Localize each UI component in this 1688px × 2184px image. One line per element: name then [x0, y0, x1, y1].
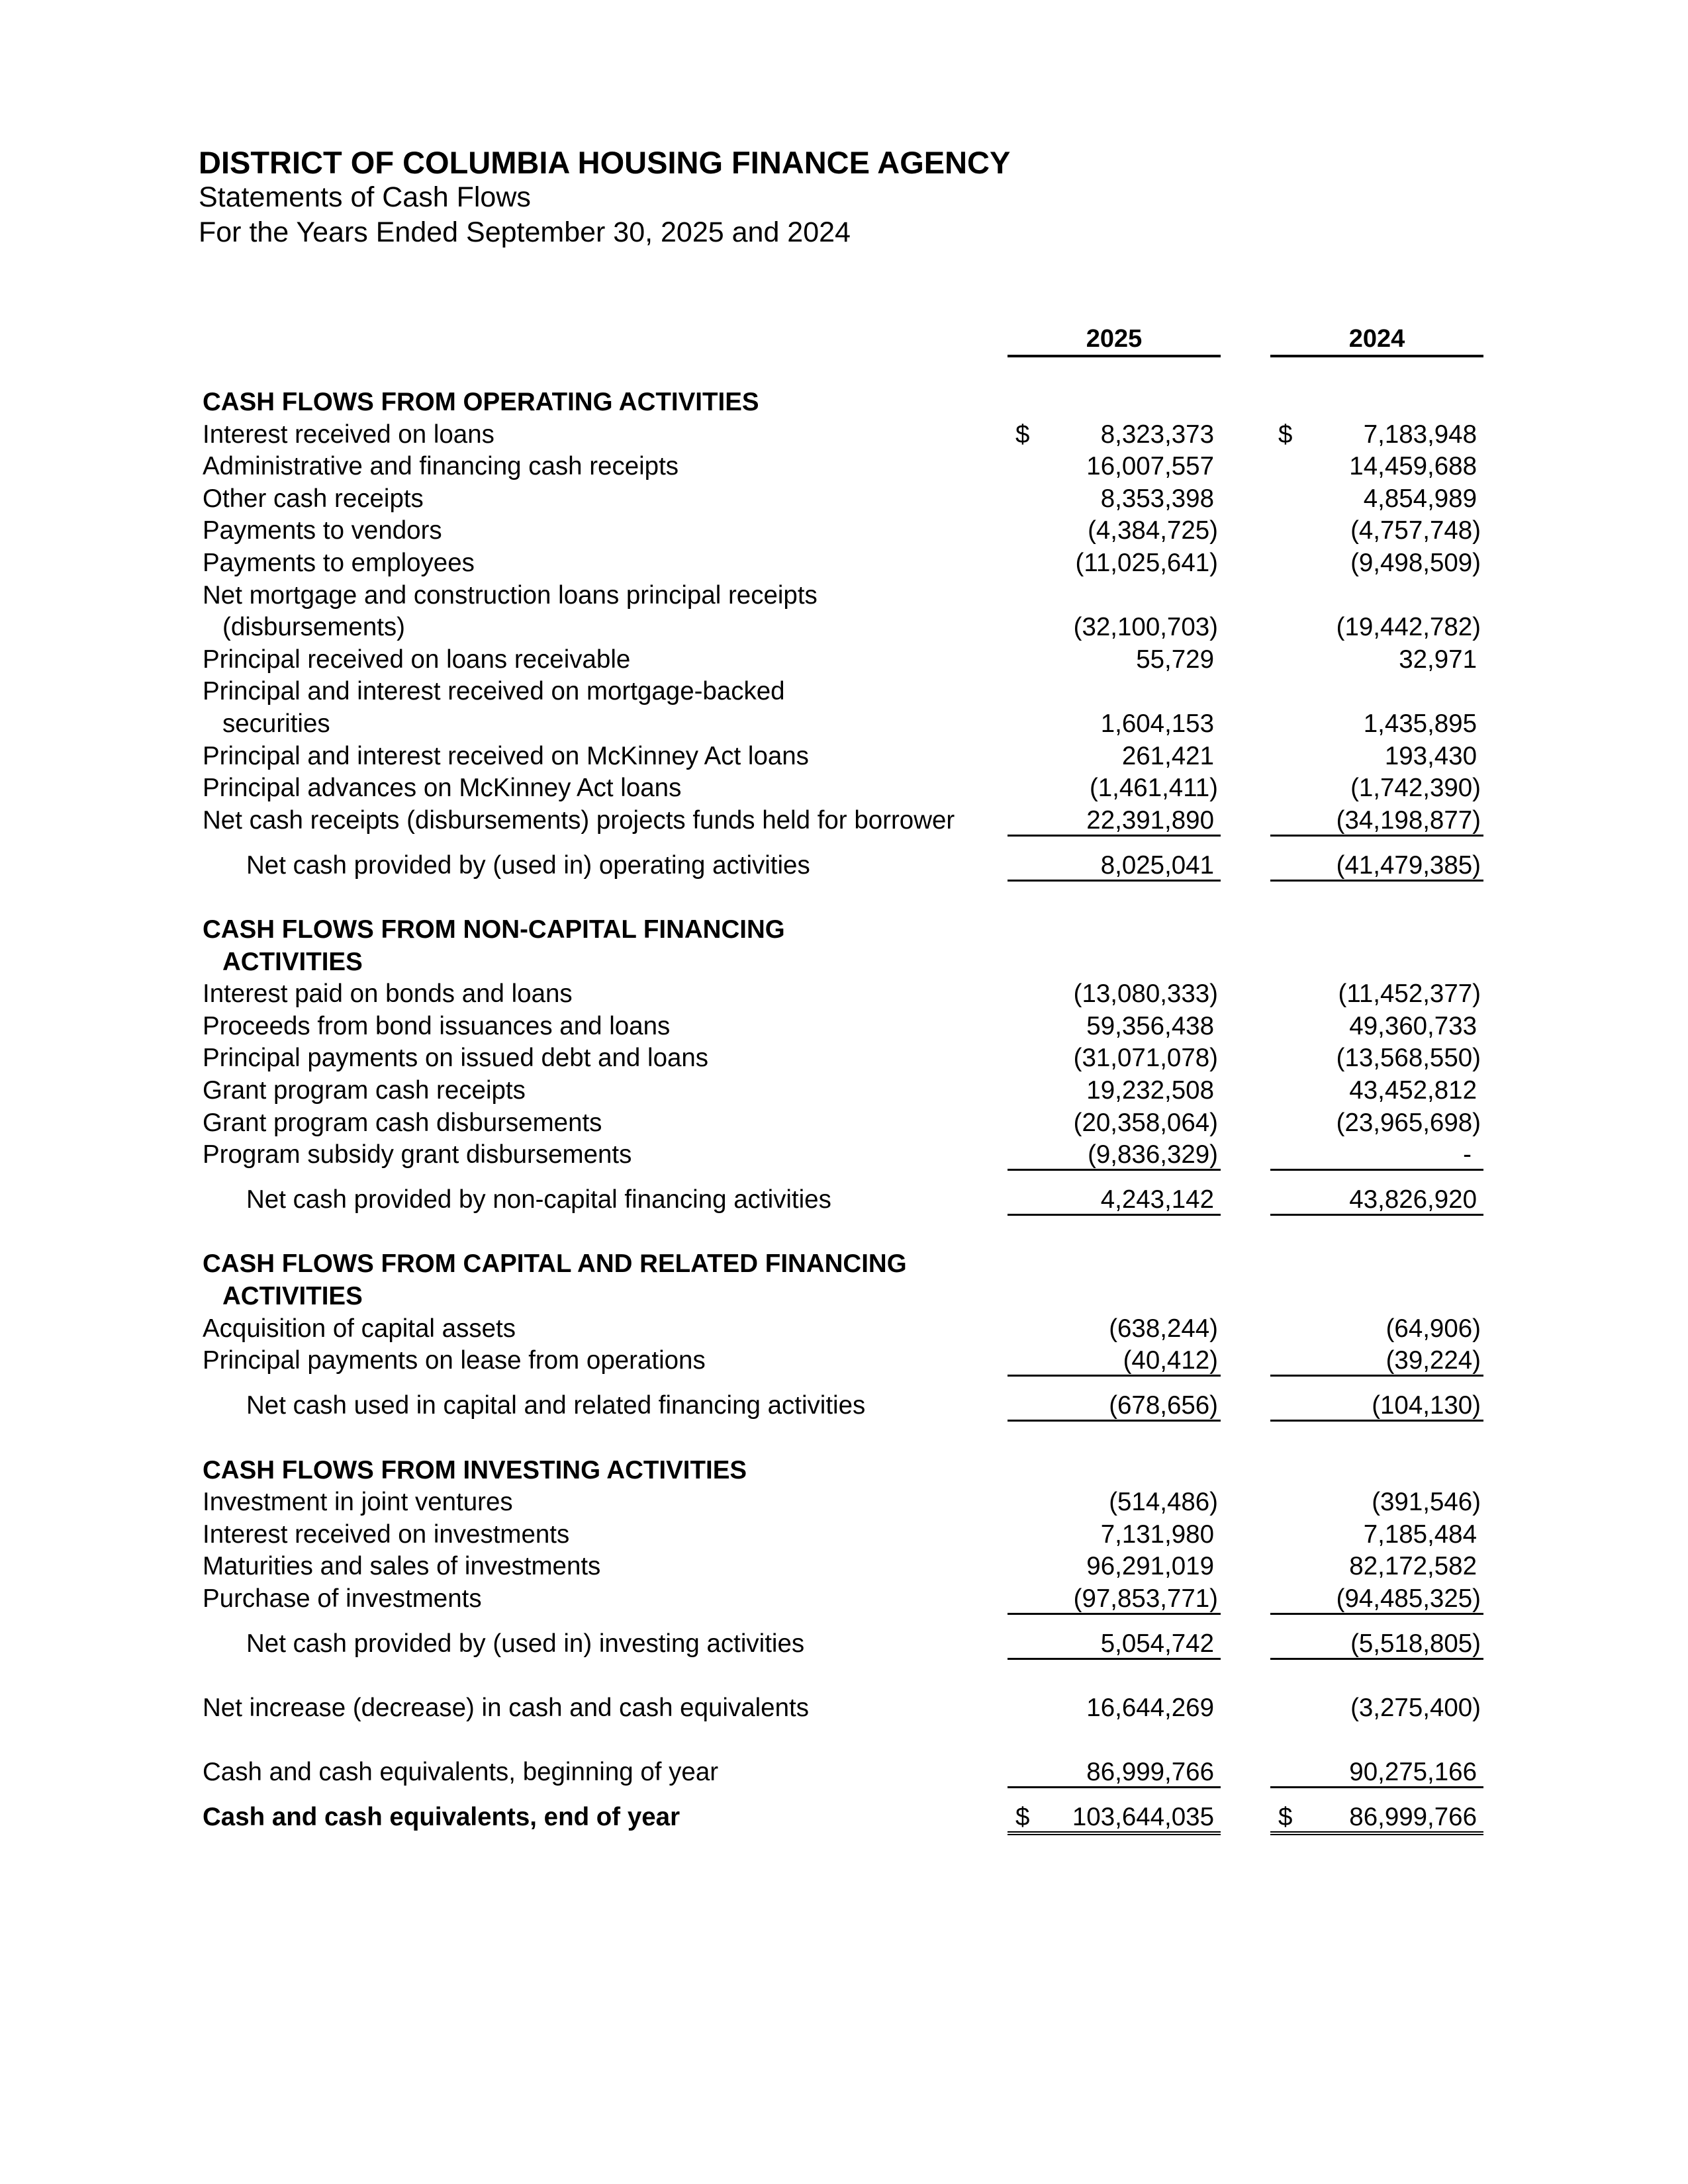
amount-value: 8,323,373 [1100, 420, 1214, 449]
amount-value: (39,224) [1385, 1346, 1481, 1375]
amount-2024 [1270, 849, 1483, 882]
amount-value: 55,729 [1136, 645, 1214, 674]
table-row [0, 547, 1688, 579]
amount-value: 1,435,895 [1363, 709, 1477, 738]
amount-value: 90,275,166 [1349, 1758, 1477, 1787]
amount-value: (514,486) [1109, 1488, 1218, 1517]
section-heading [0, 1454, 1688, 1486]
statement-header [199, 146, 1125, 250]
subtotal-row [0, 1389, 1688, 1422]
amount-2024 [1270, 804, 1483, 837]
amount-value: - [1463, 1140, 1472, 1169]
table-row [0, 1518, 1688, 1551]
amount-value: 4,854,989 [1363, 484, 1477, 513]
row-label: securities [222, 709, 330, 738]
amount-value: 7,183,948 [1363, 420, 1477, 449]
row-label: (disbursements) [222, 613, 406, 642]
amount-value: 86,999,766 [1349, 1803, 1477, 1832]
amount-value: 7,131,980 [1100, 1520, 1214, 1549]
column-header-2024: 2024 [1270, 323, 1483, 357]
section-heading [0, 913, 1688, 946]
row-label: Net cash provided by (used in) operating activities [246, 850, 810, 880]
amount-2024 [1270, 1107, 1483, 1139]
table-row [0, 450, 1688, 482]
currency-symbol: $ [1278, 1803, 1293, 1832]
amount-2025 [1008, 1312, 1221, 1345]
table-row [0, 1312, 1688, 1345]
row-label: Proceeds from bond issuances and loans [203, 1011, 671, 1040]
row-label: Net cash receipts (disbursements) projects funds held for borrower [203, 805, 955, 835]
row-label: Administrative and financing cash receipts [203, 452, 679, 481]
statement-title: Statements of Cash Flows [199, 181, 531, 213]
table-row [0, 418, 1688, 451]
amount-value: (19,442,782) [1336, 613, 1481, 642]
table-row [0, 1138, 1688, 1171]
amount-2025 [1008, 418, 1221, 451]
row-label: ACTIVITIES [222, 947, 363, 976]
amount-2025 [1008, 707, 1221, 740]
amount-2025 [1008, 1010, 1221, 1042]
row-label: Principal payments on lease from operations [203, 1346, 706, 1375]
row-label: Grant program cash receipts [203, 1076, 526, 1105]
amount-2025 [1008, 611, 1221, 643]
amount-2025 [1008, 1486, 1221, 1518]
table-row [0, 675, 1688, 707]
amount-value: (391,546) [1372, 1488, 1481, 1517]
amount-value: 193,430 [1384, 741, 1477, 770]
row-label: Maturities and sales of investments [203, 1552, 601, 1581]
row-label: Net increase (decrease) in cash and cash equivalents [203, 1694, 809, 1723]
amount-2024 [1270, 1312, 1483, 1345]
amount-2024 [1270, 514, 1483, 547]
amount-value: 103,644,035 [1072, 1803, 1214, 1832]
amount-2024 [1270, 482, 1483, 515]
row-label: CASH FLOWS FROM CAPITAL AND RELATED FINANCING [203, 1250, 907, 1279]
amount-value: 86,999,766 [1086, 1758, 1214, 1787]
row-label: CASH FLOWS FROM OPERATING ACTIVITIES [203, 388, 759, 416]
amount-value: 49,360,733 [1349, 1011, 1477, 1040]
amount-2024 [1270, 418, 1483, 451]
amount-2024 [1270, 643, 1483, 676]
amount-2025 [1008, 1756, 1221, 1788]
amount-2025 [1008, 1627, 1221, 1660]
amount-2024 [1270, 1582, 1483, 1615]
amount-value: (23,965,698) [1336, 1108, 1481, 1137]
amount-value: (1,742,390) [1350, 774, 1481, 803]
amount-2025 [1008, 1138, 1221, 1171]
currency-symbol: $ [1278, 420, 1293, 449]
amount-value: (3,275,400) [1350, 1694, 1481, 1723]
amount-2024 [1270, 611, 1483, 643]
row-label: Net cash used in capital and related financing activities [246, 1391, 866, 1420]
amount-value: (11,025,641) [1075, 549, 1218, 577]
row-label: Principal and interest received on mortgage-backed [203, 677, 785, 706]
amount-2025 [1008, 547, 1221, 579]
amount-value: (638,244) [1109, 1314, 1218, 1343]
agency-name: DISTRICT OF COLUMBIA HOUSING FINANCE AGENCY [199, 145, 1011, 180]
row-label: Principal advances on McKinney Act loans [203, 774, 682, 803]
table-row [0, 1582, 1688, 1615]
section-heading [0, 1248, 1688, 1280]
amount-value: 4,243,142 [1100, 1185, 1214, 1214]
amount-value: (40,412) [1123, 1346, 1218, 1375]
row-label: Acquisition of capital assets [203, 1314, 516, 1343]
amount-value: 16,007,557 [1086, 452, 1214, 481]
amount-value: (94,485,325) [1336, 1584, 1481, 1613]
amount-2024 [1270, 450, 1483, 482]
subtotal-row [0, 849, 1688, 882]
amount-2025 [1008, 1801, 1221, 1835]
row-label: Interest received on investments [203, 1520, 570, 1549]
amount-2025 [1008, 1074, 1221, 1107]
amount-2024 [1270, 547, 1483, 579]
row-label: Grant program cash disbursements [203, 1108, 602, 1137]
amount-value: 5,054,742 [1100, 1629, 1214, 1658]
amount-2025 [1008, 1582, 1221, 1615]
amount-2025 [1008, 450, 1221, 482]
section-heading [0, 386, 1688, 418]
amount-2025 [1008, 1183, 1221, 1216]
amount-value: 16,644,269 [1086, 1694, 1214, 1723]
amount-value: 8,025,041 [1100, 850, 1214, 880]
table-row [0, 1756, 1688, 1788]
amount-value: 1,604,153 [1100, 709, 1214, 738]
section-heading [0, 1280, 1688, 1312]
amount-2024 [1270, 772, 1483, 804]
amount-2025 [1008, 1344, 1221, 1377]
amount-value: (97,853,771) [1073, 1584, 1218, 1613]
table-row [0, 804, 1688, 837]
amount-2024 [1270, 1550, 1483, 1582]
row-label: Principal and interest received on McKinney Act loans [203, 741, 809, 770]
currency-symbol: $ [1015, 1803, 1030, 1832]
amount-value: (678,656) [1109, 1391, 1218, 1420]
row-label: Interest received on loans [203, 420, 494, 449]
amount-2025 [1008, 643, 1221, 676]
amount-2025 [1008, 1042, 1221, 1074]
row-label: CASH FLOWS FROM NON-CAPITAL FINANCING [203, 915, 785, 944]
amount-value: (4,757,748) [1350, 516, 1481, 545]
amount-2024 [1270, 707, 1483, 740]
amount-2024 [1270, 740, 1483, 772]
table-row [0, 1692, 1688, 1724]
statement-period: For the Years Ended September 30, 2025 and 2024 [199, 216, 851, 248]
row-label: Net mortgage and construction loans principal receipts [203, 580, 818, 610]
amount-2025 [1008, 804, 1221, 837]
row-label: Interest paid on bonds and loans [203, 979, 573, 1009]
amount-value: 96,291,019 [1086, 1552, 1214, 1581]
amount-value: 59,356,438 [1086, 1011, 1214, 1040]
row-label: ACTIVITIES [222, 1282, 363, 1311]
amount-value: 19,232,508 [1086, 1076, 1214, 1105]
row-label: Purchase of investments [203, 1584, 482, 1613]
table-row [0, 740, 1688, 772]
amount-value: (31,071,078) [1073, 1044, 1218, 1073]
amount-value: 43,826,920 [1349, 1185, 1477, 1214]
subtotal-row [0, 1183, 1688, 1216]
row-label: Program subsidy grant disbursements [203, 1140, 632, 1169]
amount-value: 82,172,582 [1349, 1552, 1477, 1581]
amount-value: (41,479,385) [1336, 850, 1481, 880]
amount-value: (20,358,064) [1073, 1108, 1218, 1137]
table-row [0, 1010, 1688, 1042]
amount-value: (9,498,509) [1350, 549, 1481, 577]
table-row [0, 482, 1688, 515]
table-row [0, 611, 1688, 643]
row-label: Principal payments on issued debt and loans [203, 1044, 709, 1073]
amount-2025 [1008, 1550, 1221, 1582]
column-header-2025: 2025 [1008, 323, 1221, 357]
amount-value: (64,906) [1385, 1314, 1481, 1343]
row-label: Net cash provided by non-capital financing activities [246, 1185, 831, 1214]
amount-2025 [1008, 1107, 1221, 1139]
amount-2024 [1270, 978, 1483, 1010]
table-row [0, 1074, 1688, 1107]
total-row [0, 1801, 1688, 1833]
amount-value: (11,452,377) [1338, 979, 1481, 1009]
amount-2024 [1270, 1692, 1483, 1724]
section-heading [0, 946, 1688, 978]
amount-2025 [1008, 482, 1221, 515]
amount-value: (104,130) [1372, 1391, 1481, 1420]
table-row [0, 1344, 1688, 1377]
amount-value: 8,353,398 [1100, 484, 1214, 513]
amount-2024 [1270, 1627, 1483, 1660]
row-label: Other cash receipts [203, 484, 424, 513]
amount-2024 [1270, 1518, 1483, 1551]
amount-value: (13,080,333) [1073, 979, 1218, 1009]
amount-2025 [1008, 978, 1221, 1010]
amount-value: (1,461,411) [1089, 774, 1218, 803]
amount-value: 32,971 [1399, 645, 1477, 674]
table-row [0, 1550, 1688, 1582]
amount-value: (13,568,550) [1336, 1044, 1481, 1073]
amount-2025 [1008, 1389, 1221, 1422]
row-label: Net cash provided by (used in) investing activities [246, 1629, 805, 1658]
row-label: Investment in joint ventures [203, 1488, 513, 1517]
table-row [0, 1042, 1688, 1074]
amount-2024 [1270, 1344, 1483, 1377]
amount-value: (32,100,703) [1073, 613, 1218, 642]
amount-2025 [1008, 1518, 1221, 1551]
table-row [0, 772, 1688, 804]
amount-2024 [1270, 1801, 1483, 1835]
amount-value: 7,185,484 [1363, 1520, 1477, 1549]
row-label: Payments to vendors [203, 516, 442, 545]
amount-2024 [1270, 1389, 1483, 1422]
amount-value: (34,198,877) [1336, 805, 1481, 835]
row-label: Cash and cash equivalents, beginning of year [203, 1758, 719, 1787]
table-row [0, 1486, 1688, 1518]
row-label: Payments to employees [203, 549, 475, 577]
row-label: Principal received on loans receivable [203, 645, 631, 674]
amount-value: 261,421 [1121, 741, 1214, 770]
amount-2025 [1008, 1692, 1221, 1724]
amount-value: (5,518,805) [1350, 1629, 1481, 1658]
row-label: Cash and cash equivalents, end of year [203, 1803, 680, 1832]
amount-value: (4,384,725) [1088, 516, 1218, 545]
amount-2024 [1270, 1138, 1483, 1171]
amount-2024 [1270, 1183, 1483, 1216]
row-label: CASH FLOWS FROM INVESTING ACTIVITIES [203, 1455, 747, 1484]
amount-2025 [1008, 772, 1221, 804]
table-row [0, 1107, 1688, 1139]
table-row [0, 579, 1688, 612]
table-row [0, 707, 1688, 740]
amount-value: 14,459,688 [1349, 452, 1477, 481]
amount-2025 [1008, 849, 1221, 882]
amount-value: 43,452,812 [1349, 1076, 1477, 1105]
amount-2025 [1008, 740, 1221, 772]
amount-2024 [1270, 1074, 1483, 1107]
amount-2025 [1008, 514, 1221, 547]
amount-2024 [1270, 1486, 1483, 1518]
amount-value: 22,391,890 [1086, 805, 1214, 835]
table-row [0, 978, 1688, 1010]
table-row [0, 514, 1688, 547]
table-row [0, 643, 1688, 676]
amount-2024 [1270, 1756, 1483, 1788]
amount-2024 [1270, 1010, 1483, 1042]
amount-2024 [1270, 1042, 1483, 1074]
amount-value: (9,836,329) [1088, 1140, 1218, 1169]
currency-symbol: $ [1015, 420, 1030, 449]
subtotal-row [0, 1627, 1688, 1660]
